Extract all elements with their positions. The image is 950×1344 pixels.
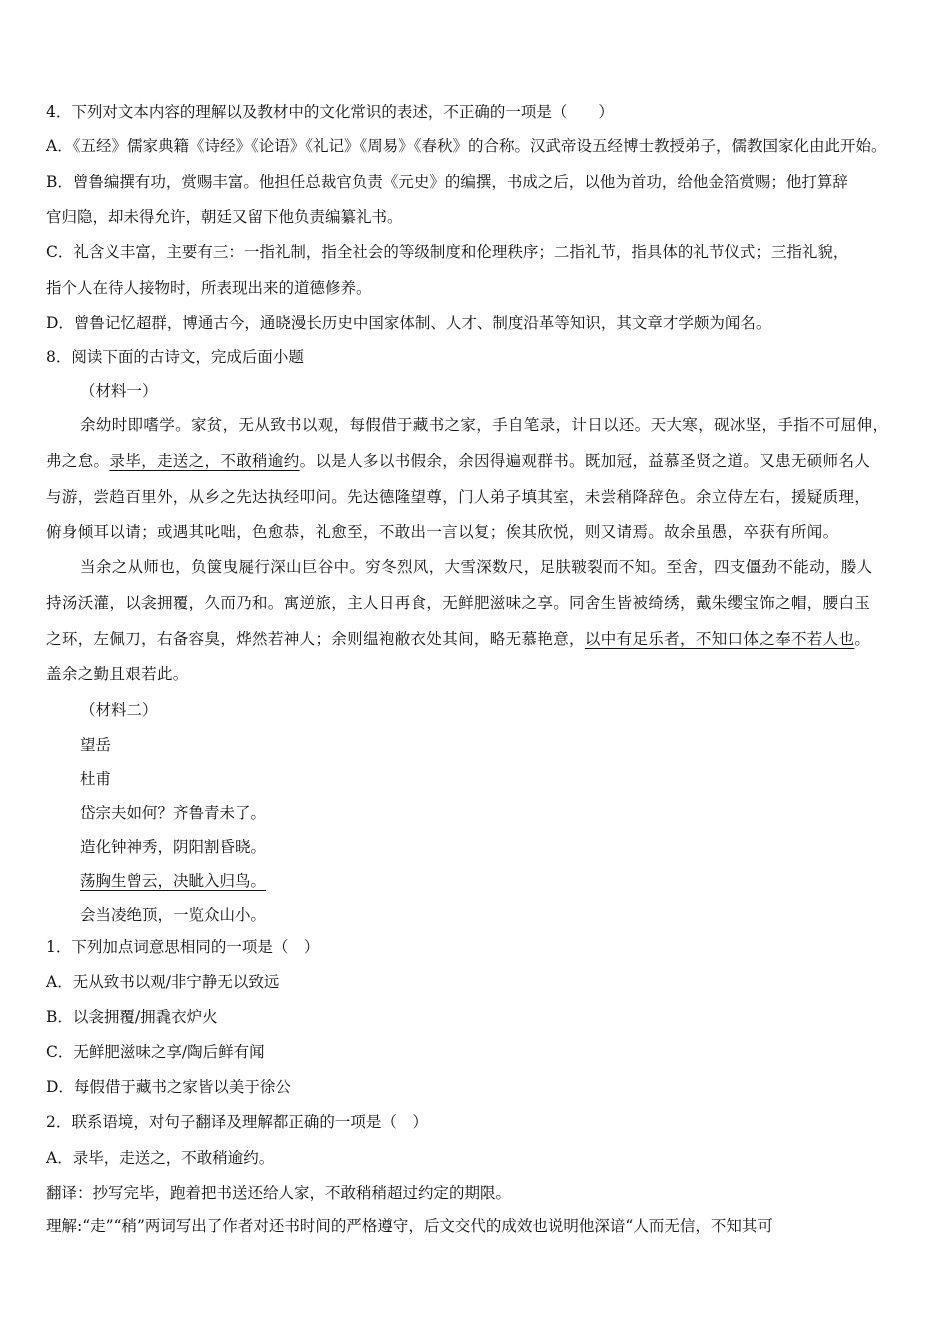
q4-option-b-line2: 官归隐，却未得允许，朝廷又留下他负责编纂礼书。 bbox=[46, 208, 403, 226]
passage-text: 弗之怠。 bbox=[46, 452, 110, 470]
underlined-sentence-1: 录毕，走送之，不敢稍逾约 bbox=[109, 452, 300, 470]
sub2-understanding: 理解:“走”“稍”两词写出了作者对还书时间的严格遵守，后文交代的成效也说明他深谙“人而无信，不知其可 bbox=[46, 1217, 773, 1235]
passage-text: 。以是人多以书假余，余因得遍观群书。既加冠，益慕圣贤之道。又患无硕师名人 bbox=[299, 452, 871, 470]
material2-label: （材料二） bbox=[80, 701, 158, 719]
sub1-option-c: C．无鲜肥滋味之享/陶后鲜有闻 bbox=[46, 1043, 265, 1061]
q4-option-c-line2: 指个人在待人接物时，所表现出来的道德修养。 bbox=[46, 279, 372, 297]
passage-text: 之环，左佩刀，右备容臭，烨然若神人；余则缊袍敝衣处其间，略无慕艳意， bbox=[46, 630, 585, 648]
passage-p2-line4: 盖余之勤且艰若此。 bbox=[46, 665, 189, 683]
sub2-stem: 2．联系语境，对句子翻译及理解都正确的一项是（ ） bbox=[46, 1113, 428, 1131]
underlined-poem-line: 荡胸生曾云，决眦入归鸟。 bbox=[80, 872, 267, 890]
sub1-stem: 1．下列加点词意思相同的一项是（ ） bbox=[46, 938, 320, 956]
passage-p1-line3: 与游，尝趋百里外，从乡之先达执经叩问。先达德隆望尊，门人弟子填其室，未尝稍降辞色。余立侍左右，援疑质理， bbox=[46, 488, 871, 506]
passage-p1-line2 bbox=[46, 449, 912, 473]
q4-option-c-line1: C．礼含义丰富，主要有三：一指礼制，指全社会的等级制度和伦理秩序；二指礼节，指具体的礼节仪式；三指礼貌， bbox=[46, 243, 849, 261]
q4-option-d: D．曾鲁记忆超群，博通古今，通晓漫长历史中国家体制、人才、制度沿革等知识，其文章才学颇为闻名。 bbox=[46, 314, 772, 332]
poem-author: 杜甫 bbox=[80, 770, 112, 788]
poem-line-2: 造化钟神秀，阴阳割昏晓。 bbox=[80, 838, 267, 856]
passage-p1-line4: 俯身倾耳以请；或遇其叱咄，色愈恭，礼愈至，不敢出一言以复；俟其欣悦，则又请焉。故余虽愚，卒获有所闻。 bbox=[46, 523, 839, 541]
underlined-sentence-2: 以中有足乐者，不知口体之奉不若人也 bbox=[584, 630, 855, 648]
sub1-option-a: A．无从致书以观/非宁静无以致远 bbox=[46, 973, 280, 991]
poem-line-3 bbox=[80, 869, 912, 893]
q8-title: 8．阅读下面的古诗文，完成后面小题 bbox=[46, 348, 304, 366]
passage-p2-line3 bbox=[46, 627, 912, 651]
sub2-translation: 翻译：抄写完毕，跑着把书送还给人家，不敢稍稍超过约定的期限。 bbox=[46, 1184, 512, 1202]
poem-line-1: 岱宗夫如何？齐鲁青未了。 bbox=[80, 804, 267, 822]
passage-p2-line2: 持汤沃灌，以衾拥覆，久而乃和。寓逆旅，主人日再食，无鲜肥滋味之享。同舍生皆被绮绣，戴朱缨宝饰之帽，腰白玉 bbox=[46, 594, 871, 612]
poem-title: 望岳 bbox=[80, 736, 112, 754]
sub2-option-a: A．录毕，走送之，不敢稍逾约。 bbox=[46, 1149, 275, 1167]
sub1-option-d: D．每假借于藏书之家皆以美于徐公 bbox=[46, 1078, 291, 1096]
passage-p1-line1: 余幼时即嗜学。家贫，无从致书以观，每假借于藏书之家，手自笔录，计日以还。天大寒，砚冰坚，手指不可屈伸， bbox=[80, 416, 889, 434]
sub1-option-b: B．以衾拥覆/拥毳衣炉火 bbox=[46, 1008, 218, 1026]
passage-p2-line1: 当余之从师也，负箧曳屣行深山巨谷中。穷冬烈风，大雪深数尺，足肤皲裂而不知。至舍，四支僵劲不能动，媵人 bbox=[80, 558, 873, 576]
q4-stem: 4．下列对文本内容的理解以及教材中的文化常识的表述，不正确的一项是（ ） bbox=[46, 103, 614, 121]
poem-line-4: 会当凌绝顶，一览众山小。 bbox=[80, 906, 267, 924]
q4-option-a: A．《五经》儒家典籍《诗经》《论语》《礼记》《周易》《春秋》的合称。汉武帝设五经博士教授弟子，儒教国家化由此开始。 bbox=[46, 137, 887, 155]
q4-option-b-line1: B．曾鲁编撰有功，赏赐丰富。他担任总裁官负责《元史》的编撰，书成之后，以他为首功，给他金箔赏赐；他打算辞 bbox=[46, 173, 848, 191]
material1-label: （材料一） bbox=[80, 382, 158, 400]
passage-text: 。 bbox=[854, 630, 871, 648]
